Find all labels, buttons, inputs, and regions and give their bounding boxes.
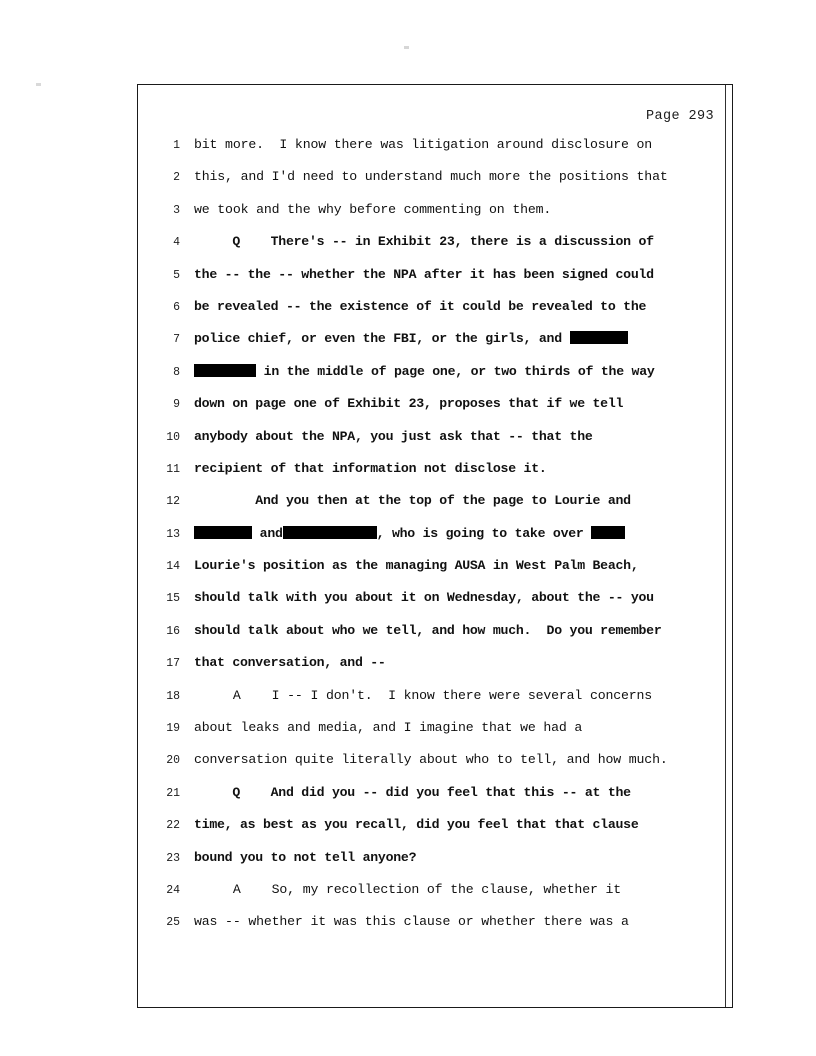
line-text-segment: the -- the -- whether the NPA after it has been signed could	[194, 266, 654, 282]
line-number: 24	[166, 883, 180, 897]
line-text-segment: conversation quite literally about who to tell, and how much.	[194, 752, 668, 768]
line-number: 21	[166, 786, 180, 800]
transcript-line	[138, 425, 732, 457]
transcript-line	[138, 813, 732, 845]
line-number: 10	[166, 430, 180, 444]
line-text-segment: about leaks and media, and I imagine that we had a	[194, 720, 583, 736]
line-text	[194, 525, 710, 542]
line-text-segment: recipient of that information not disclose it.	[194, 460, 547, 476]
line-number: 12	[166, 495, 180, 509]
line-text-segment: bit more. I know there was litigation around disclosure on	[194, 137, 653, 152]
line-number: 1	[173, 139, 180, 152]
transcript-line	[138, 910, 732, 942]
line-text-segment: Lourie's position as the managing AUSA in West Palm Beach,	[194, 558, 639, 574]
line-number: 15	[166, 592, 180, 606]
line-text	[194, 751, 710, 768]
line-number: 5	[173, 268, 180, 282]
line-text	[194, 266, 710, 283]
transcript-line	[138, 619, 732, 651]
transcript-line	[138, 457, 732, 489]
line-text-segment: time, as best as you recall, did you feel that that clause	[194, 817, 639, 833]
line-number: 18	[166, 689, 180, 703]
transcript-line	[138, 263, 732, 295]
transcript-line	[138, 327, 732, 359]
transcript-line	[138, 846, 732, 878]
line-number: 16	[166, 624, 180, 638]
line-text-segment: and	[252, 525, 283, 541]
transcript-line	[138, 522, 732, 554]
line-number: 3	[173, 203, 180, 217]
line-number: 22	[166, 819, 180, 833]
line-text-segment: down on page one of Exhibit 23, proposes that if we tell	[194, 396, 624, 412]
line-number: 19	[166, 722, 180, 736]
line-number: 7	[173, 333, 180, 347]
line-text	[194, 298, 710, 315]
transcript-line	[138, 230, 732, 262]
transcript-line	[138, 489, 732, 521]
line-text-segment: A So, my recollection of the clause, whether it	[194, 881, 622, 897]
line-number: 20	[166, 754, 180, 768]
transcript-line	[138, 684, 732, 716]
line-text	[194, 330, 710, 347]
line-text-segment: was -- whether it was this clause or whether there was a	[194, 914, 629, 930]
line-text-segment: should talk about who we tell, and how much. Do you remember	[194, 622, 662, 638]
line-number: 2	[173, 171, 180, 185]
line-text	[194, 168, 710, 185]
line-text	[194, 784, 710, 801]
transcript-line	[138, 716, 732, 748]
scan-speck-left	[36, 83, 41, 86]
line-text	[194, 557, 710, 574]
transcript-line	[138, 878, 732, 910]
line-number: 23	[166, 851, 180, 865]
line-text-segment: should talk with you about it on Wednesday, about the -- you	[194, 590, 654, 606]
line-text-segment: this, and I'd need to understand much more the positions that	[194, 169, 668, 185]
line-text	[194, 492, 710, 509]
line-text-segment: And you then at the top of the page to Lourie and	[194, 493, 631, 509]
line-text-segment: we took and the why before commenting on them.	[194, 201, 552, 217]
line-number: 8	[173, 365, 180, 379]
line-text-segment: in the middle of page one, or two thirds of the way	[256, 363, 655, 379]
line-text-segment: anybody about the NPA, you just ask that -- that the	[194, 428, 593, 444]
transcript-line	[138, 295, 732, 327]
transcript-line	[138, 392, 732, 424]
redaction-bar	[570, 331, 628, 344]
redaction-bar	[591, 526, 625, 539]
line-text	[194, 428, 710, 445]
line-text	[194, 460, 710, 477]
line-text	[194, 913, 710, 930]
transcript-line	[138, 781, 732, 813]
redaction-bar	[194, 364, 256, 377]
transcript-line	[138, 554, 732, 586]
line-text	[194, 719, 710, 736]
line-number: 9	[173, 398, 180, 412]
line-text	[194, 622, 710, 639]
scan-speck-top	[404, 46, 409, 49]
line-text	[194, 201, 710, 218]
line-number: 11	[166, 462, 180, 476]
line-number: 4	[173, 236, 180, 250]
line-number: 25	[166, 916, 180, 930]
line-text-segment: that conversation, and --	[194, 655, 386, 671]
line-text-segment: police chief, or even the FBI, or the girls, and	[194, 331, 570, 347]
line-number: 14	[166, 560, 180, 574]
line-text	[194, 136, 710, 153]
line-number: 17	[166, 657, 180, 671]
transcript-line	[138, 360, 732, 392]
line-text	[194, 589, 710, 606]
page-number: Page 293	[645, 109, 714, 124]
line-text-segment: be revealed -- the existence of it could be revealed to the	[194, 298, 647, 314]
redaction-bar	[194, 526, 252, 539]
transcript-line	[138, 748, 732, 780]
transcript-line	[138, 586, 732, 618]
transcript-line	[138, 198, 732, 230]
line-text-segment: A I -- I don't. I know there were several concerns	[194, 687, 653, 703]
transcript-lines	[138, 133, 732, 943]
line-text	[194, 654, 710, 671]
line-text-segment: Q And did you -- did you feel that this -- at the	[194, 784, 631, 800]
transcript-page	[137, 84, 733, 1008]
line-text-segment: Q There's -- in Exhibit 23, there is a discussion of	[194, 234, 654, 250]
line-text	[194, 363, 710, 380]
redaction-bar	[283, 526, 377, 539]
line-text	[194, 816, 710, 833]
line-text-segment: bound you to not tell anyone?	[194, 849, 417, 865]
line-text	[194, 881, 710, 898]
line-number: 6	[173, 300, 180, 314]
line-text	[194, 233, 710, 250]
transcript-line	[138, 165, 732, 197]
line-text	[194, 395, 710, 412]
transcript-line	[138, 651, 732, 683]
transcript-line	[138, 133, 732, 165]
line-text	[194, 849, 710, 866]
line-text-segment: , who is going to take over	[376, 525, 592, 541]
line-text	[194, 687, 710, 704]
line-number: 13	[166, 527, 180, 541]
